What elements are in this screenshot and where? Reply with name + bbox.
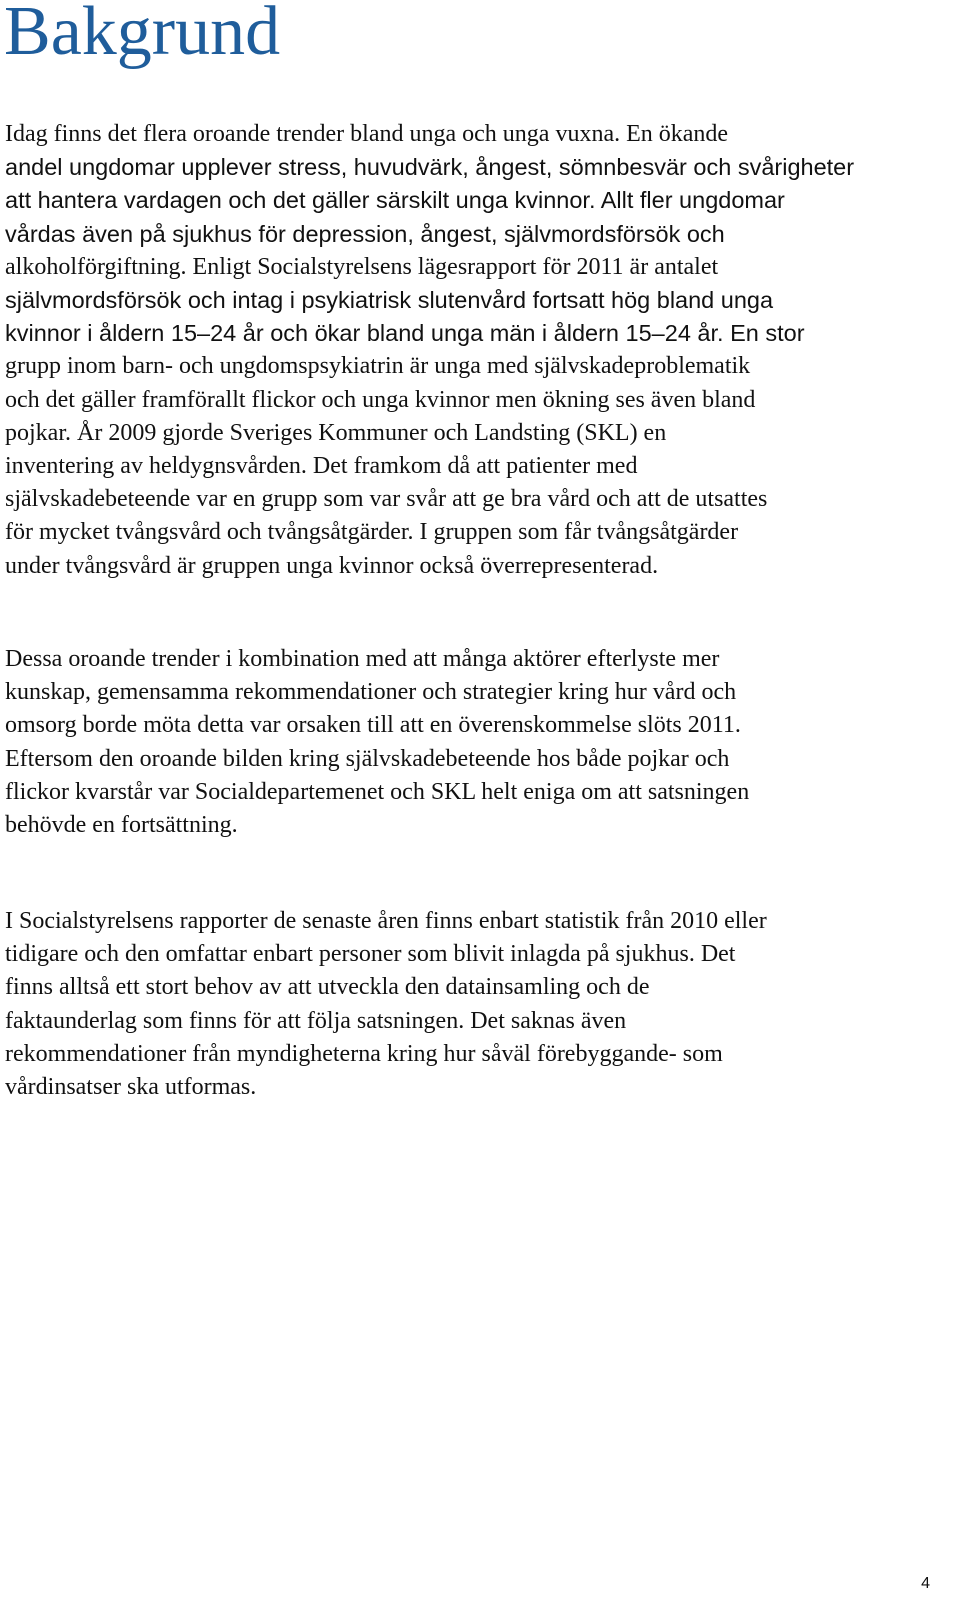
text-line: tidigare och den omfattar enbart personer som blivit inlagda på sjukhus. Det (5, 941, 736, 968)
text-line: flickor kvarstår var Socialdepartemenet och SKL helt eniga om att satsningen (5, 778, 750, 805)
text-line: alkoholförgiftning. Enligt Socialstyrelsens lägesrapport för 2011 är antalet (5, 253, 719, 280)
text-line: faktaunderlag som finns för att följa satsningen. Det saknas även (5, 1007, 627, 1034)
text-line: självmordsförsök och intag i psykiatrisk slutenvård fortsatt hög bland unga (5, 287, 774, 314)
text-line: kunskap, gemensamma rekommendationer och strategier kring hur vård och (5, 679, 737, 706)
text-line: kvinnor i åldern 15–24 år och ökar bland unga män i åldern 15–24 år. En stor (5, 320, 805, 347)
text-line: grupp inom barn- och ungdomspsykiatrin är unga med självskadeproblematik (5, 353, 751, 380)
text-line: vårdinsatser ska utformas. (5, 1074, 257, 1101)
text-line: Eftersom den oroande bilden kring självskadebeteende hos både pojkar och (5, 745, 730, 772)
text-line: Dessa oroande trender i kombination med att många aktörer efterlyste mer (5, 646, 720, 672)
text-line: behövde en fortsättning. (5, 812, 238, 839)
text-line: inventering av heldygnsvården. Det framkom då att patienter med (5, 453, 638, 480)
text-line: andel ungdomar upplever stress, huvudvärk, ångest, sömnbesvär och svårigheter (5, 154, 855, 181)
text-line: I Socialstyrelsens rapporter de senaste åren finns enbart statistik från 2010 eller (5, 908, 767, 934)
text-line: rekommendationer från myndigheterna kring hur såväl förebyggande- som (5, 1040, 723, 1067)
text-line: pojkar. År 2009 gjorde Sveriges Kommuner och Landsting (SKL) en (5, 419, 667, 446)
paragraph-2 (5, 643, 950, 842)
text-line: vårdas även på sjukhus för depression, ångest, självmordsförsök och (5, 220, 725, 247)
text-line: för mycket tvångsvård och tvångsåtgärder. I gruppen som får tvångsåtgärder (5, 519, 739, 546)
text-line: under tvångsvård är gruppen unga kvinnor också överrepresenterad. (5, 552, 659, 579)
page-number: 4 (921, 1575, 930, 1592)
text-line: Idag finns det flera oroande trender bland unga och unga vuxna. En ökande (5, 121, 729, 147)
text-line: finns alltså ett stort behov av att utveckla den datainsamling och de (5, 974, 650, 1001)
text-line: självskadebeteende var en grupp som var svår att ge bra vård och att de utsattes (5, 486, 768, 513)
page-heading: Bakgrund (4, 0, 281, 70)
text-line: och det gäller framförallt flickor och unga kvinnor men ökning ses även bland (5, 386, 756, 413)
text-line: omsorg borde möta detta var orsaken till att en överenskommelse slöts 2011. (5, 712, 741, 739)
text-line: att hantera vardagen och det gäller särskilt unga kvinnor. Allt fler ungdomar (5, 187, 785, 214)
paragraph-1 (5, 118, 950, 583)
paragraph-3 (5, 905, 950, 1104)
